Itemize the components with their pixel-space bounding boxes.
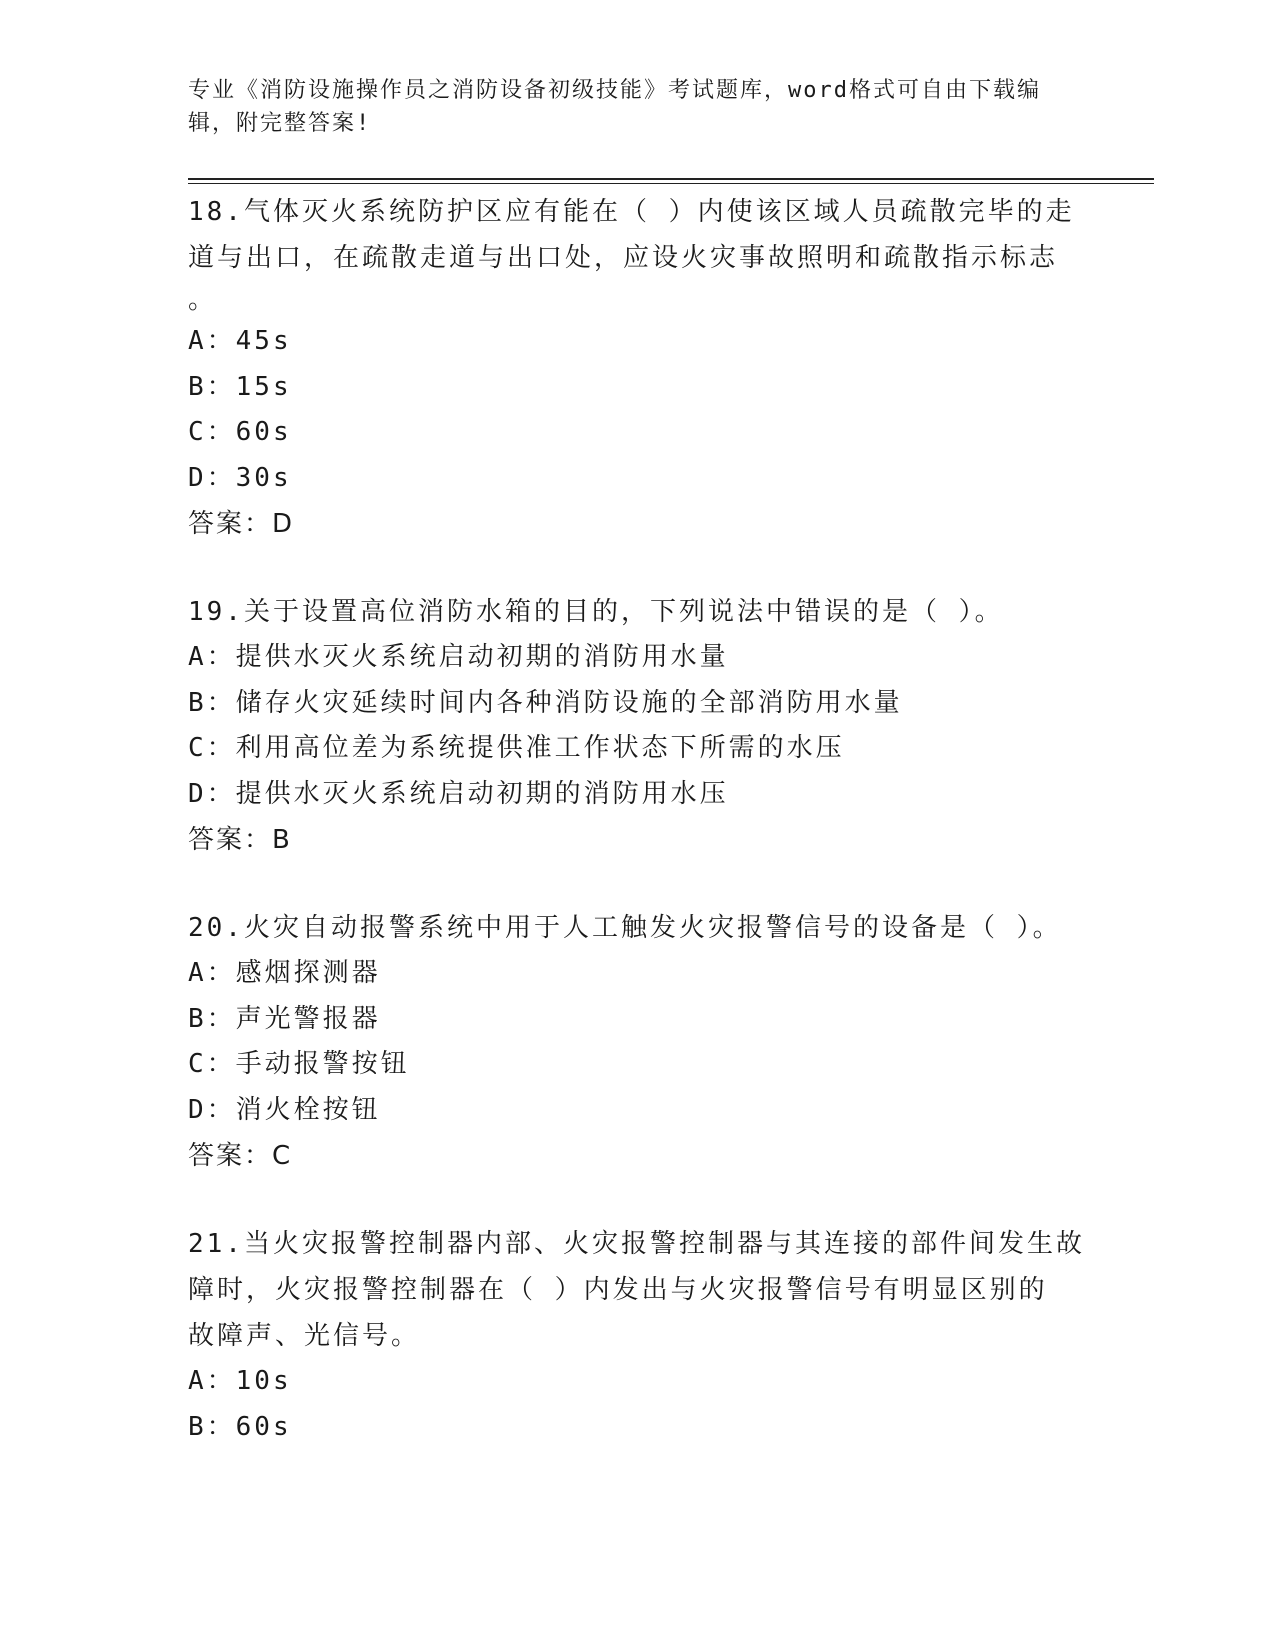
question-stem-line: 18.气体灭火系统防护区应有能在（ ）内使该区域人员疏散完毕的走 — [188, 197, 1075, 227]
option-b: B：声光警报器 — [188, 1003, 381, 1034]
option-d: D：提供水灭火系统启动初期的消防用水压 — [188, 778, 729, 809]
header-line-2: 辑，附完整答案! — [188, 111, 372, 136]
answer-label: 答案：C — [188, 1141, 293, 1171]
question-list — [188, 189, 1088, 1450]
option-d: D：消火栓按钮 — [188, 1094, 381, 1125]
option-b: B：15s — [188, 371, 292, 402]
document-header — [188, 74, 1088, 140]
option-d: D：30s — [188, 462, 292, 493]
question-20 — [188, 905, 1088, 1179]
question-stem-line: 故障声、光信号。 — [188, 1321, 421, 1351]
option-a: A：感烟探测器 — [188, 958, 381, 988]
question-18 — [188, 189, 1088, 547]
option-c: C：手动报警按钮 — [188, 1049, 410, 1079]
header-divider-thin — [188, 183, 1154, 184]
question-gap — [188, 547, 1088, 589]
question-stem-line: 20.火灾自动报警系统中用于人工触发火灾报警信号的设备是（ ）。 — [188, 913, 1062, 943]
question-stem-line: 。 — [188, 285, 218, 315]
question-stem-line: 障时，火灾报警控制器在（ ）内发出与火灾报警信号有明显区别的 — [188, 1275, 1048, 1305]
option-c: C：60s — [188, 417, 292, 447]
question-gap — [188, 1179, 1088, 1221]
question-21 — [188, 1221, 1088, 1450]
header-divider-thick — [188, 178, 1154, 180]
option-a: A：提供水灭火系统启动初期的消防用水量 — [188, 642, 729, 672]
question-19 — [188, 589, 1088, 863]
question-gap — [188, 863, 1088, 905]
option-a: A：10s — [188, 1366, 292, 1396]
option-a: A：45s — [188, 326, 292, 356]
question-stem-line: 19.关于设置高位消防水箱的目的，下列说法中错误的是（ ）。 — [188, 597, 1004, 627]
answer-label: 答案：D — [188, 509, 295, 539]
header-line-1: 专业《消防设施操作员之消防设备初级技能》考试题库，word格式可自由下载编 — [188, 78, 1041, 103]
option-b: B：储存火灾延续时间内各种消防设施的全部消防用水量 — [188, 687, 903, 718]
question-stem-line: 道与出口，在疏散走道与出口处，应设火灾事故照明和疏散指示标志 — [188, 243, 1059, 273]
option-b: B：60s — [188, 1411, 292, 1442]
question-stem-line: 21.当火灾报警控制器内部、火灾报警控制器与其连接的部件间发生故 — [188, 1229, 1085, 1259]
answer-label: 答案：B — [188, 825, 292, 855]
option-c: C：利用高位差为系统提供准工作状态下所需的水压 — [188, 733, 845, 763]
